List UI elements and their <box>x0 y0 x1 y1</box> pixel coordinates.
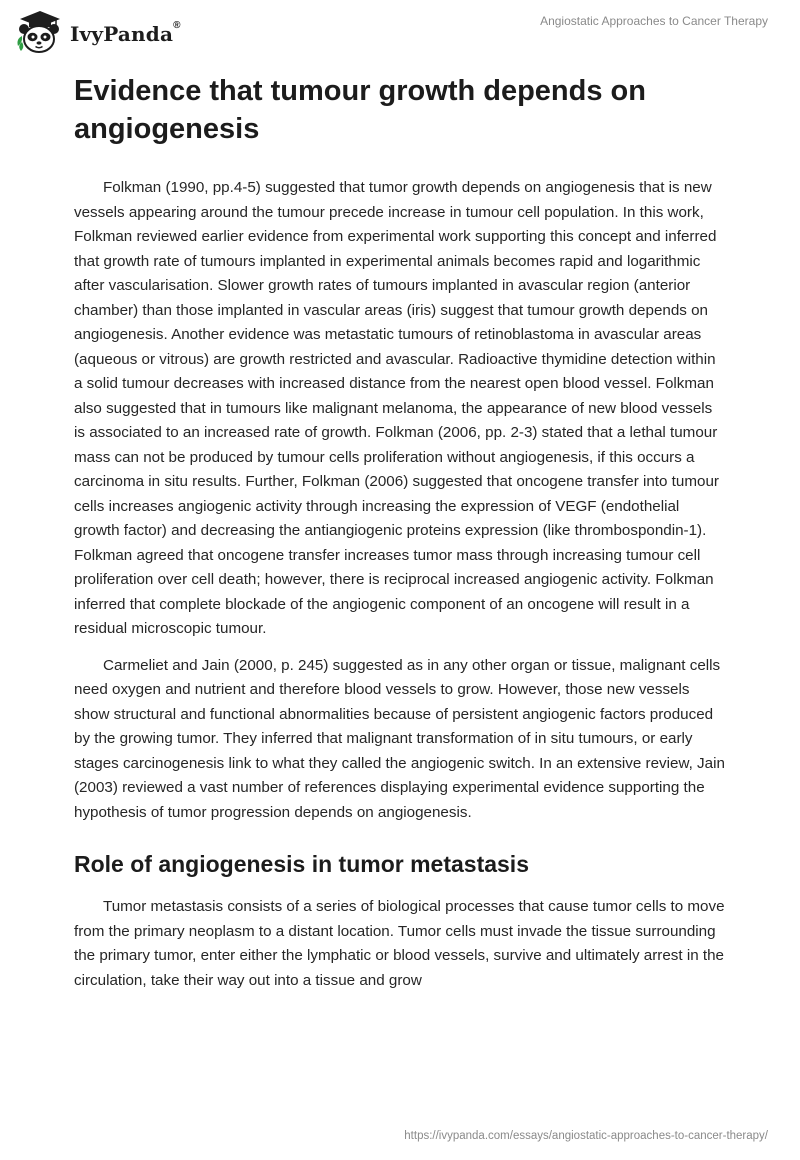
ivypanda-logo[interactable] <box>14 8 181 54</box>
section-heading-evidence: Evidence that tumour growth depends on angiogenesis <box>74 75 646 145</box>
paragraph-folkman: Folkman (1990, pp.4-5) suggested that tumor growth depends on angiogenesis that is new vessels appearing around the tumour precede increase in tumour cell population. In this work, Folkman reviewed earlier evidence from experimental work supporting this concept and inferred that growth rate of tumours implanted in experimental animals becomes rapid and logarithmic after vascularisation. Slower growth rates of tumours implanted in avascular region (anterior chamber) than those implanted in vascular areas (iris) suggest that tumour growth depends on angiogenesis. Another evidence was metastatic tumours of retinoblastoma in avascular areas (aqueous or vitrous) are growth restricted and avascular. Radioactive thymidine detection within a solid tumour decreases with increased distance from the nearest open blood vessel. Folkman also suggested that in tumours like malignant melanoma, the appearance of new blood vessels is associated to an increased rate of growth. Folkman (2006, pp. 2-3) stated that a lethal tumour mass can not be produced by tumour cells proliferation without angiogenesis, if this occurs a carcinoma in situ results. Further, Folkman (2006) suggested that oncogene transfer into tumour cells increases angiogenic activity through increasing the expression of VEGF (endothelial growth factor) and decreasing the antiangiogenic proteins expression (like thrombospondin-1). Folkman agreed that oncogene transfer increases tumor mass through increasing tumour cell proliferation over cell death; however, there is reciprocal increased angiogenic activity. Folkman inferred that complete blockade of the angiogenic component of an oncogene will result in a residual microscopic tumour. <box>74 179 719 637</box>
logo-text: IvyPanda <box>70 22 174 46</box>
paragraph-metastasis: Tumor metastasis consists of a series of biological processes that cause tumor cells to move from the primary neoplasm to a distant location. Tumor cells must invade the tissue surrounding the primary tumor, enter either the lymphatic or blood vessels, survive and ultimately arrest in the circulation, take their way out into a tissue and grow <box>74 898 725 989</box>
panda-graduate-icon <box>14 8 64 54</box>
logo-registered-mark: ® <box>173 20 181 31</box>
section-heading-metastasis: Role of angiogenesis in tumor metastasis <box>74 851 529 877</box>
page-header <box>0 0 800 56</box>
logo-wordmark <box>70 22 181 46</box>
paragraph-carmeliet-jain: Carmeliet and Jain (2000, p. 245) suggested as in any other organ or tissue, malignant cells need oxygen and nutrient and therefore blood vessels to grow. However, those new vessels show structural and functional abnormalities because of persistent angiogenic factors produced by the growing tumor. They inferred that malignant transformation of in situ tumours, or early stages carcinogenesis link to what they called the angiogenic switch. In an extensive review, Jain (2003) reviewed a vast number of references displaying experimental evidence supporting the hypothesis of tumor progression depends on angiogenesis. <box>74 656 725 821</box>
footer-url[interactable]: https://ivypanda.com/essays/angiostatic-approaches-to-cancer-therapy/ <box>404 1130 768 1142</box>
essay-content <box>74 72 726 1005</box>
document-title: Angiostatic Approaches to Cancer Therapy <box>540 14 768 28</box>
